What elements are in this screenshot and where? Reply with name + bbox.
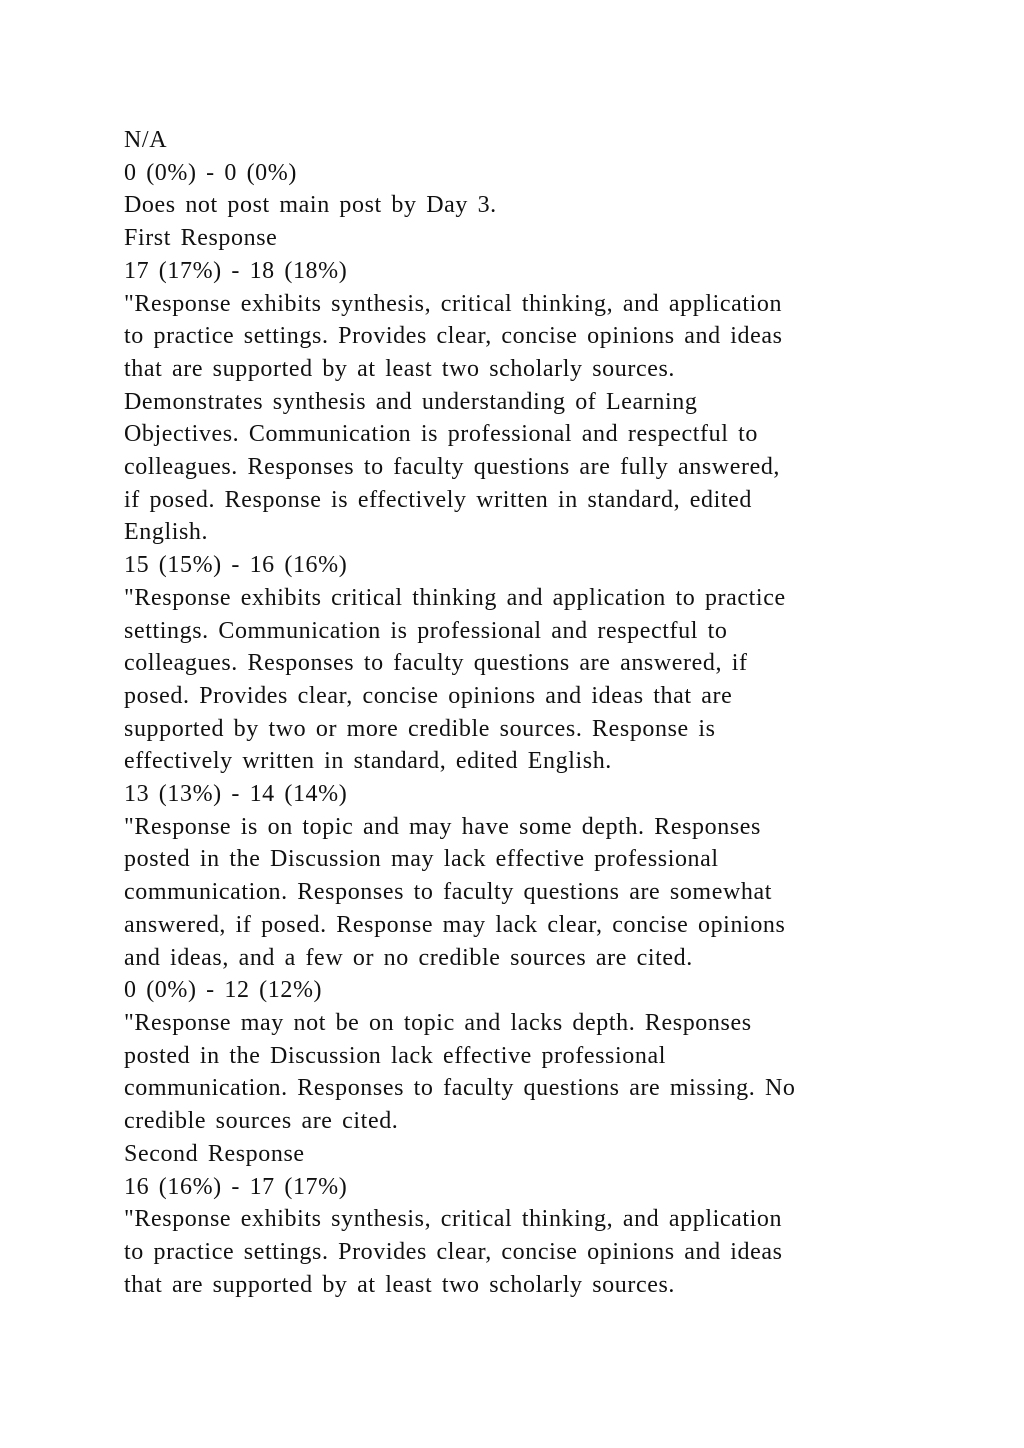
line-criterion: "Response exhibits synthesis, critical thinking, and application — [124, 290, 783, 317]
line-criterion: supported by two or more credible sources. Response is — [124, 715, 716, 742]
line-criterion: "Response may not be on topic and lacks depth. Responses — [124, 1009, 752, 1036]
line-criterion: credible sources are cited. — [124, 1108, 399, 1135]
line-criterion: to practice settings. Provides clear, concise opinions and ideas — [124, 1238, 783, 1265]
document-body — [124, 124, 904, 1301]
section-heading-second-response: Second Response — [124, 1140, 305, 1167]
section-heading-first-response: First Response — [124, 225, 278, 252]
line-criterion: posed. Provides clear, concise opinions and ideas that are — [124, 682, 733, 709]
line-criterion: answered, if posed. Response may lack clear, concise opinions — [124, 911, 786, 938]
line-criterion: if posed. Response is effectively written in standard, edited — [124, 486, 753, 513]
line-criterion: effectively written in standard, edited English. — [124, 748, 612, 775]
line-score-range: 15 (15%) - 16 (16%) — [124, 552, 348, 579]
line-score-range: 0 (0%) - 0 (0%) — [124, 159, 297, 186]
line-criterion: colleagues. Responses to faculty questions are answered, if — [124, 650, 748, 677]
line-criterion: posted in the Discussion lack effective professional — [124, 1042, 666, 1069]
line-score-range: 17 (17%) - 18 (18%) — [124, 257, 348, 284]
line-criterion: "Response exhibits critical thinking and application to practice — [124, 584, 786, 611]
line-criterion: colleagues. Responses to faculty questions are fully answered, — [124, 454, 781, 481]
line-criterion: communication. Responses to faculty questions are somewhat — [124, 879, 773, 906]
line-criterion: "Response is on topic and may have some depth. Responses — [124, 813, 761, 840]
line-criterion: Objectives. Communication is professional and respectful to — [124, 421, 758, 448]
line-criterion: Does not post main post by Day 3. — [124, 192, 497, 219]
line-criterion: and ideas, and a few or no credible sources are cited. — [124, 944, 693, 971]
line-score-range: 0 (0%) - 12 (12%) — [124, 977, 323, 1004]
line-na: N/A — [124, 127, 168, 153]
line-score-range: 16 (16%) - 17 (17%) — [124, 1173, 348, 1200]
line-criterion: Demonstrates synthesis and understanding of Learning — [124, 388, 698, 415]
line-score-range: 13 (13%) - 14 (14%) — [124, 781, 348, 808]
line-criterion: to practice settings. Provides clear, concise opinions and ideas — [124, 323, 783, 350]
line-criterion: "Response exhibits synthesis, critical thinking, and application — [124, 1206, 783, 1233]
line-criterion: that are supported by at least two scholarly sources. — [124, 1271, 675, 1298]
line-criterion: settings. Communication is professional and respectful to — [124, 617, 728, 644]
line-criterion: English. — [124, 519, 209, 546]
line-criterion: communication. Responses to faculty questions are missing. No — [124, 1075, 796, 1102]
line-criterion: posted in the Discussion may lack effective professional — [124, 846, 719, 873]
line-criterion: that are supported by at least two scholarly sources. — [124, 355, 675, 382]
